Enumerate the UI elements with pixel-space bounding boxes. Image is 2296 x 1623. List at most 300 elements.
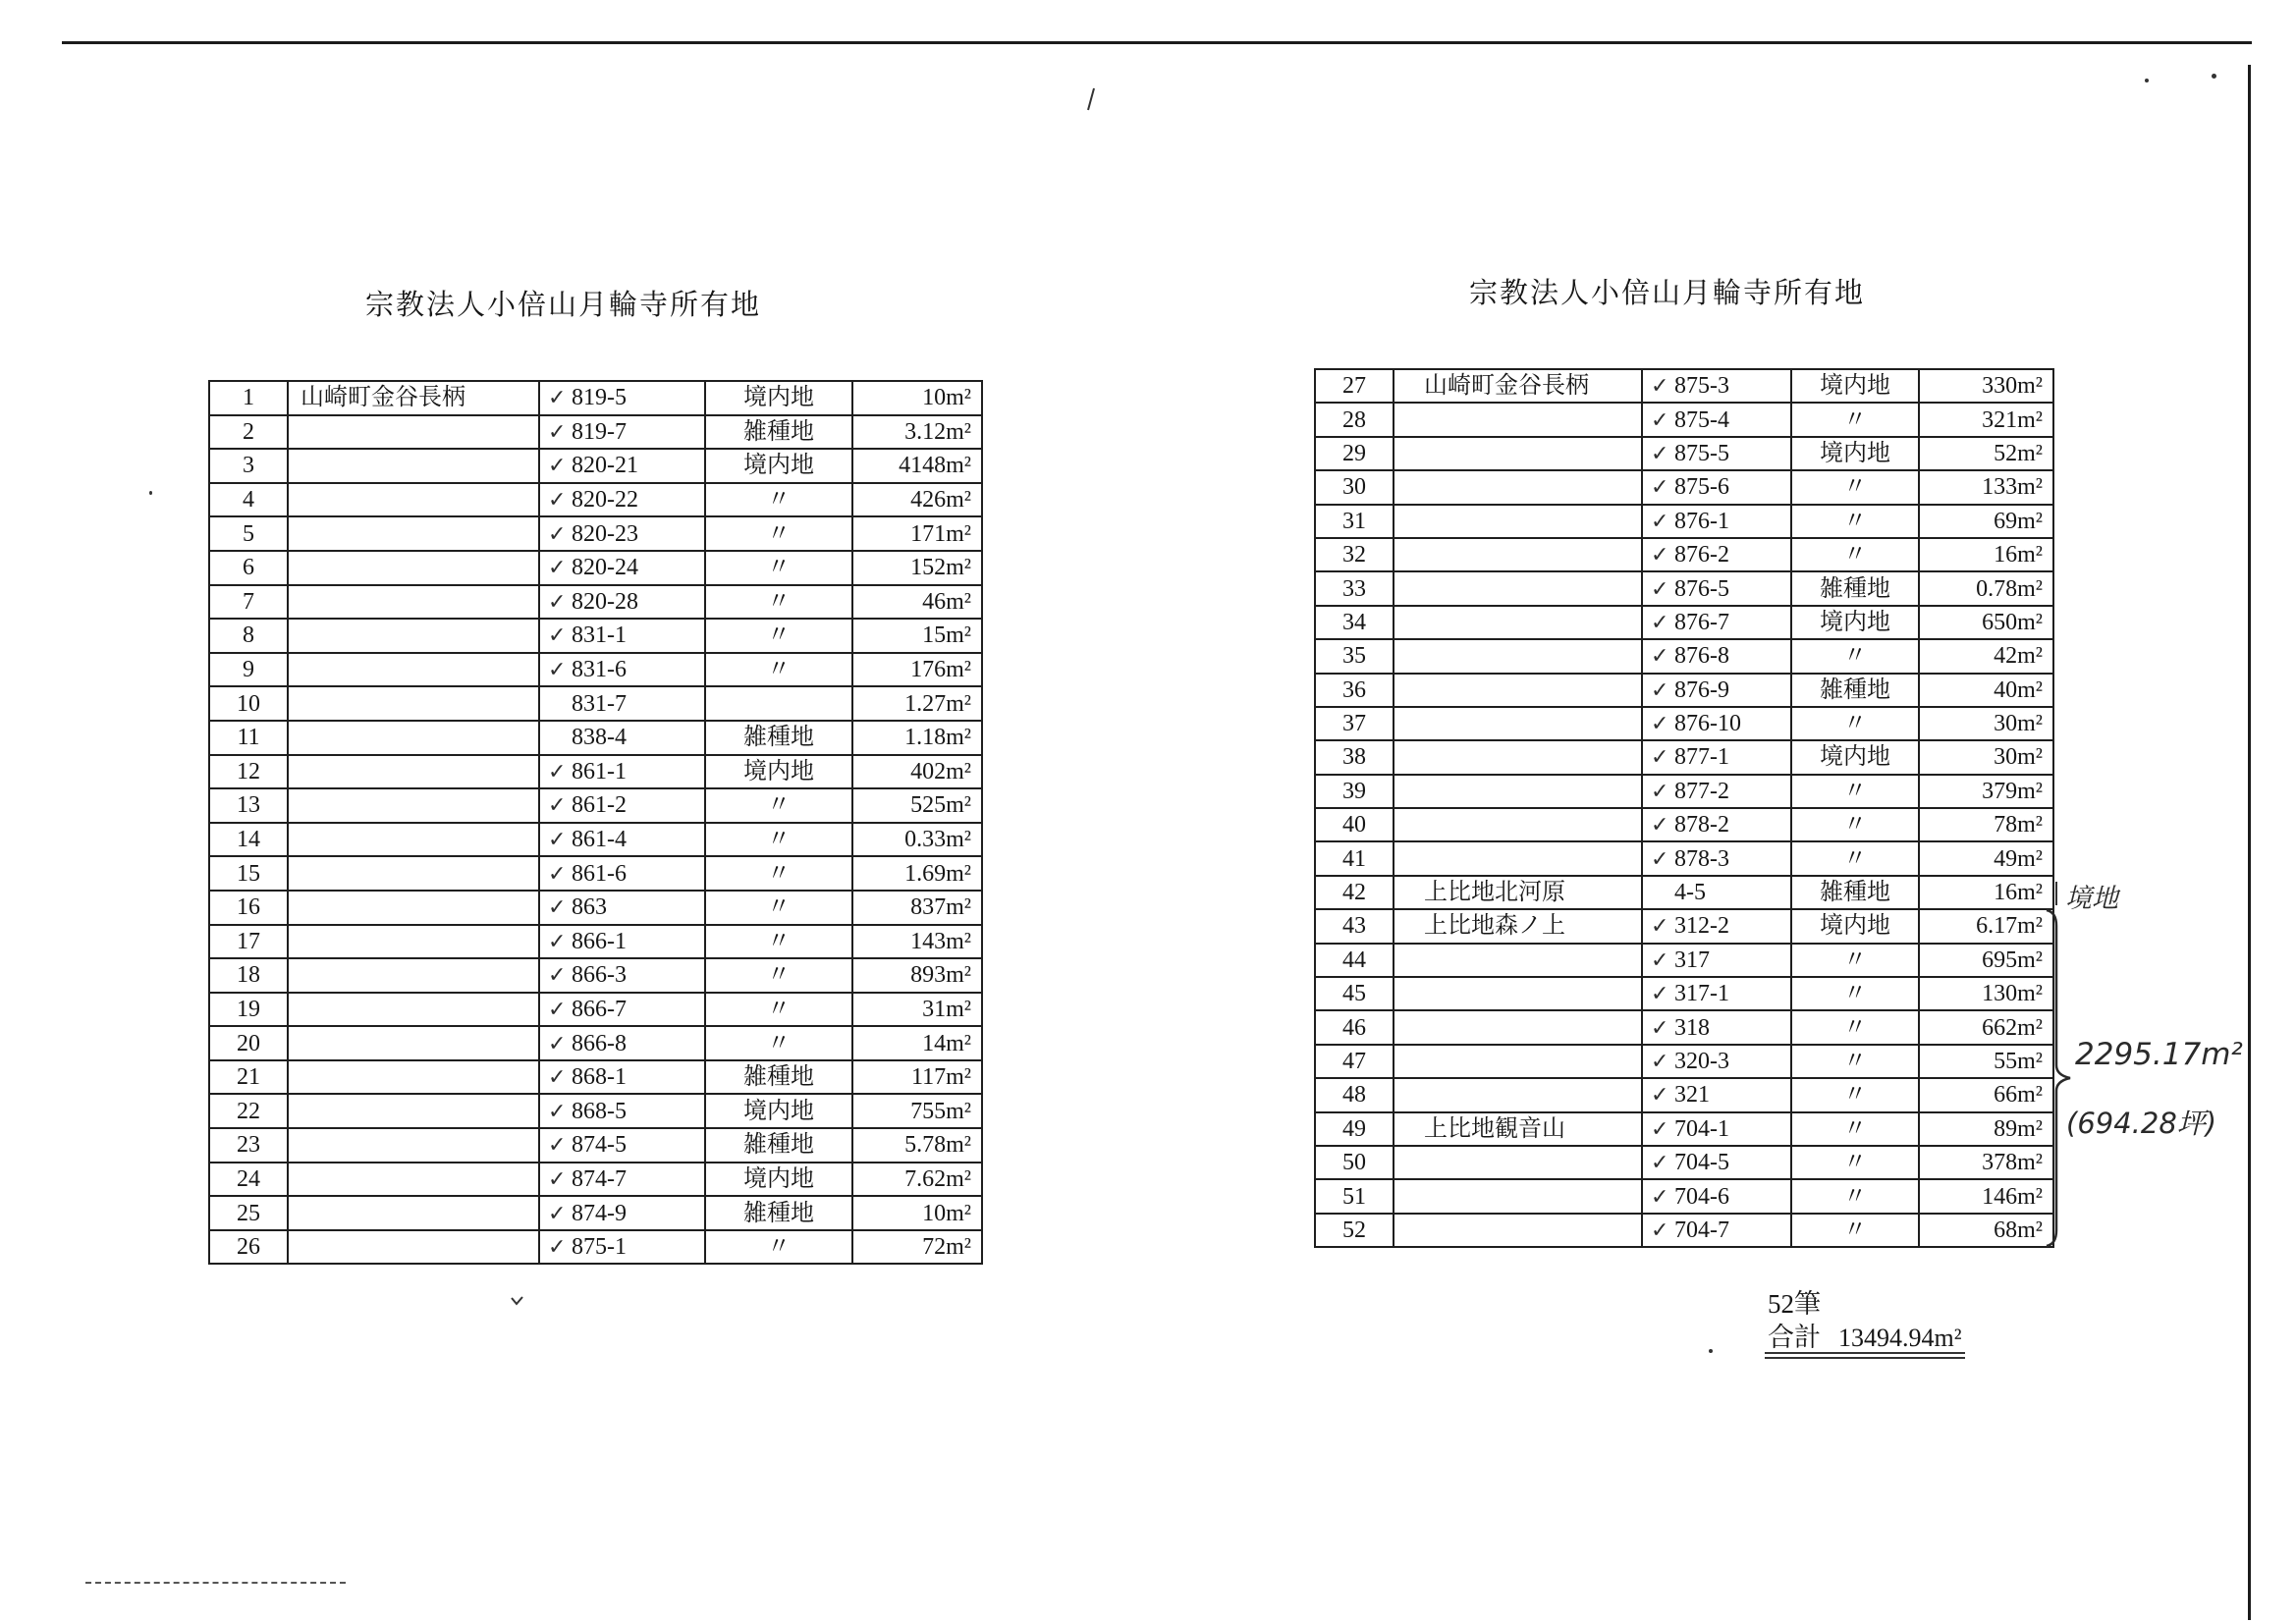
- land-category-cell: 〃: [1791, 977, 1919, 1010]
- area-cell: 0.78m²: [1919, 571, 2053, 605]
- row-number-cell: 40: [1315, 808, 1394, 841]
- check-mark-icon: ✓: [548, 1065, 567, 1091]
- lot-number: 819-5: [572, 385, 627, 411]
- lot-number: 876-1: [1674, 508, 1729, 534]
- land-category-cell: 〃: [705, 1230, 852, 1265]
- check-mark-icon: ✓: [548, 861, 567, 887]
- location-cell: [1394, 437, 1642, 470]
- lot-number-cell: [539, 686, 705, 721]
- handwritten-subtotal-tsubo: (694.28坪): [2066, 1107, 2217, 1140]
- row-number-cell: 16: [209, 891, 288, 925]
- area-cell: 72m²: [852, 1230, 982, 1265]
- row-number-cell: 21: [209, 1060, 288, 1095]
- table-row: [1315, 1078, 2053, 1111]
- table-row: [209, 449, 982, 483]
- check-mark-icon: ✓: [548, 1031, 567, 1056]
- area-cell: 15m²: [852, 619, 982, 653]
- total-double-underline: [1765, 1357, 1965, 1359]
- row-number-cell: 25: [209, 1196, 288, 1230]
- land-category-cell: 〃: [1791, 944, 1919, 977]
- location-cell: [288, 1026, 539, 1060]
- lot-number-cell: [1642, 437, 1791, 470]
- lot-number: 866-8: [572, 1030, 627, 1056]
- land-category-cell: 〃: [1791, 1078, 1919, 1111]
- land-category-cell: 境内地: [705, 1094, 852, 1128]
- lot-number: 875-3: [1674, 373, 1729, 400]
- location-cell: [1394, 1214, 1642, 1247]
- table-row: [1315, 674, 2053, 707]
- area-cell: 49m²: [1919, 841, 2053, 875]
- location-cell: [1394, 775, 1642, 808]
- scan-bottom-dashes: [85, 1582, 346, 1584]
- lot-number: 704-5: [1674, 1150, 1729, 1176]
- location-cell: [288, 1060, 539, 1095]
- land-category-cell: 〃: [1791, 841, 1919, 875]
- location-cell: [1394, 571, 1642, 605]
- lot-number: 861-1: [572, 758, 627, 784]
- lot-number: 876-8: [1674, 643, 1729, 670]
- land-ledger-table-left: [208, 380, 983, 1265]
- table-row: [1315, 369, 2053, 403]
- location-cell: [288, 1230, 539, 1265]
- check-mark-icon: ✓: [1651, 509, 1669, 534]
- location-cell: [1394, 1146, 1642, 1179]
- area-cell: 68m²: [1919, 1214, 2053, 1247]
- row-number-cell: 45: [1315, 977, 1394, 1010]
- lot-number: 861-6: [572, 860, 627, 887]
- check-mark-icon: ✓: [548, 556, 567, 581]
- row-number-cell: 52: [1315, 1214, 1394, 1247]
- area-cell: 402m²: [852, 755, 982, 789]
- lot-number: 866-1: [572, 928, 627, 954]
- location-cell: [288, 619, 539, 653]
- location-cell: [288, 891, 539, 925]
- row-number-cell: 34: [1315, 606, 1394, 639]
- table-row: [209, 516, 982, 551]
- lot-number-cell: [1642, 1112, 1791, 1146]
- area-cell: 89m²: [1919, 1112, 2053, 1146]
- row-number-cell: 47: [1315, 1045, 1394, 1078]
- location-cell: [288, 449, 539, 483]
- row-number-cell: 27: [1315, 369, 1394, 403]
- location-cell: [288, 415, 539, 450]
- table-row: [209, 585, 982, 620]
- handwritten-row42-note: 境地: [2065, 884, 2118, 914]
- lot-number-cell: [1642, 977, 1791, 1010]
- check-mark-icon: ✓: [548, 963, 567, 989]
- table-row: [1315, 571, 2053, 605]
- lot-number: 831-6: [572, 657, 627, 683]
- table-row: [1315, 1146, 2053, 1179]
- row-number-cell: 51: [1315, 1179, 1394, 1213]
- row-number-cell: 12: [209, 755, 288, 789]
- location-cell: [288, 823, 539, 857]
- area-cell: 78m²: [1919, 808, 2053, 841]
- location-cell: [1394, 841, 1642, 875]
- lot-number-cell: [539, 993, 705, 1027]
- row-number-cell: 46: [1315, 1010, 1394, 1044]
- area-cell: 69m²: [1919, 505, 2053, 538]
- land-category-cell: 〃: [705, 483, 852, 517]
- lot-number-cell: [1642, 470, 1791, 504]
- table-row: [1315, 707, 2053, 740]
- location-cell: [288, 1163, 539, 1197]
- lot-number-cell: [539, 415, 705, 450]
- left-page-title: 宗教法人小倍山月輪寺所有地: [365, 290, 762, 321]
- row-number-cell: 17: [209, 925, 288, 959]
- location-cell: [1394, 1045, 1642, 1078]
- area-cell: 143m²: [852, 925, 982, 959]
- location-cell: [1394, 470, 1642, 504]
- lot-number-cell: [1642, 505, 1791, 538]
- area-cell: 42m²: [1919, 639, 2053, 673]
- location-cell: [1394, 740, 1642, 774]
- area-cell: 1.69m²: [852, 856, 982, 891]
- area-cell: 10m²: [852, 1196, 982, 1230]
- location-cell: [1394, 538, 1642, 571]
- row-number-cell: 23: [209, 1128, 288, 1163]
- check-mark-icon: ✓: [1651, 779, 1669, 804]
- area-cell: 171m²: [852, 516, 982, 551]
- location-cell: [1394, 606, 1642, 639]
- location-cell: [288, 925, 539, 959]
- check-mark-icon: ✓: [1651, 745, 1669, 771]
- row-number-cell: 43: [1315, 909, 1394, 943]
- location-cell: [288, 958, 539, 993]
- lot-number-cell: [539, 1230, 705, 1265]
- land-category-cell: 雑種地: [1791, 571, 1919, 605]
- lot-number: 876-10: [1674, 711, 1741, 737]
- lot-number: 868-1: [572, 1064, 627, 1091]
- location-cell: [288, 993, 539, 1027]
- area-cell: 30m²: [1919, 707, 2053, 740]
- location-cell: [288, 653, 539, 687]
- check-mark-icon: ✓: [548, 759, 567, 784]
- row-number-cell: 36: [1315, 674, 1394, 707]
- area-cell: 1.18m²: [852, 721, 982, 755]
- table-row: [209, 1128, 982, 1163]
- lot-number: 874-7: [572, 1165, 627, 1192]
- table-row: [209, 415, 982, 450]
- check-mark-icon: ✓: [548, 1099, 567, 1124]
- lot-number-cell: [539, 1196, 705, 1230]
- table-row: [209, 823, 982, 857]
- lot-number: 874-9: [572, 1200, 627, 1226]
- lot-number-cell: [539, 1060, 705, 1095]
- table-row: [1315, 841, 2053, 875]
- row-number-cell: 11: [209, 721, 288, 755]
- land-category-cell: 〃: [1791, 1214, 1919, 1247]
- land-category-cell: 雑種地: [705, 1128, 852, 1163]
- location-cell: [1394, 808, 1642, 841]
- check-mark-icon: ✓: [1651, 475, 1669, 501]
- row-number-cell: 1: [209, 381, 288, 415]
- right-page-title: 宗教法人小倍山月輪寺所有地: [1469, 278, 1866, 309]
- check-mark-icon: ✓: [1651, 982, 1669, 1007]
- table-row: [1315, 740, 2053, 774]
- area-cell: 30m²: [1919, 740, 2053, 774]
- lot-number: 819-7: [572, 418, 627, 445]
- area-cell: 4148m²: [852, 449, 982, 483]
- table-row: [209, 891, 982, 925]
- land-category-cell: 〃: [705, 551, 852, 585]
- table-row: [209, 686, 982, 721]
- lot-number: 704-1: [1674, 1115, 1729, 1142]
- lot-number: 861-4: [572, 827, 627, 853]
- land-category-cell: 〃: [705, 993, 852, 1027]
- land-category-cell: 〃: [1791, 1112, 1919, 1146]
- lot-number: 876-5: [1674, 575, 1729, 602]
- check-mark-icon: ✓: [548, 488, 567, 514]
- table-row: [209, 788, 982, 823]
- check-mark-icon: ✓: [548, 589, 567, 615]
- area-cell: 837m²: [852, 891, 982, 925]
- check-mark-icon: ✓: [548, 419, 567, 445]
- area-cell: 146m²: [1919, 1179, 2053, 1213]
- lot-number-cell: [1642, 369, 1791, 403]
- lot-number: 704-6: [1674, 1183, 1729, 1210]
- table-row: [1315, 808, 2053, 841]
- lot-number-cell: [1642, 1045, 1791, 1078]
- table-row: [1315, 977, 2053, 1010]
- area-cell: 176m²: [852, 653, 982, 687]
- lot-number: 875-1: [572, 1234, 627, 1261]
- row-number-cell: 35: [1315, 639, 1394, 673]
- check-mark-icon: ✓: [1651, 407, 1669, 433]
- location-cell: [1394, 1010, 1642, 1044]
- check-mark-icon: ✓: [548, 997, 567, 1022]
- total-double-underline: [1765, 1352, 1965, 1354]
- row-number-cell: 8: [209, 619, 288, 653]
- table-row: [1315, 1179, 2053, 1213]
- row-number-cell: 3: [209, 449, 288, 483]
- land-category-cell: 境内地: [1791, 909, 1919, 943]
- table-row: [209, 958, 982, 993]
- row-number-cell: 38: [1315, 740, 1394, 774]
- lot-number-cell: [1642, 808, 1791, 841]
- lot-number-cell: [1642, 1010, 1791, 1044]
- check-mark-icon: ✓: [1651, 947, 1669, 973]
- lot-number-cell: [539, 925, 705, 959]
- area-cell: 0.33m²: [852, 823, 982, 857]
- land-category-cell: 〃: [1791, 1045, 1919, 1078]
- table-row: [1315, 1112, 2053, 1146]
- land-category-cell: 雑種地: [705, 721, 852, 755]
- table-row: [1315, 437, 2053, 470]
- land-category-cell: 雑種地: [705, 1196, 852, 1230]
- land-category-cell: 雑種地: [1791, 876, 1919, 909]
- location-cell: 上比地観音山: [1394, 1112, 1642, 1146]
- land-category-cell: 〃: [1791, 1010, 1919, 1044]
- row-number-cell: 4: [209, 483, 288, 517]
- row-number-cell: 50: [1315, 1146, 1394, 1179]
- lot-number-cell: [1642, 909, 1791, 943]
- lot-number-cell: [1642, 1146, 1791, 1179]
- check-mark-icon: ✓: [1651, 1015, 1669, 1041]
- lot-number-cell: [1642, 403, 1791, 436]
- location-cell: [288, 856, 539, 891]
- check-mark-icon: ✓: [548, 1235, 567, 1261]
- lot-number: 878-3: [1674, 845, 1729, 872]
- area-cell: 5.78m²: [852, 1128, 982, 1163]
- lot-number-cell: [539, 381, 705, 415]
- lot-number: 820-23: [572, 520, 638, 547]
- area-cell: 662m²: [1919, 1010, 2053, 1044]
- scan-right-rule: [2248, 65, 2251, 1620]
- location-cell: [288, 483, 539, 517]
- land-category-cell: 境内地: [1791, 740, 1919, 774]
- land-category-cell: 境内地: [705, 449, 852, 483]
- scan-speck: [1709, 1349, 1713, 1353]
- table-row: [1315, 876, 2053, 909]
- check-mark-icon: ✓: [1651, 610, 1669, 635]
- row-number-cell: 19: [209, 993, 288, 1027]
- table-row: [209, 856, 982, 891]
- table-row: [1315, 538, 2053, 571]
- location-cell: [288, 755, 539, 789]
- check-mark-icon: ✓: [1651, 543, 1669, 568]
- area-cell: 117m²: [852, 1060, 982, 1095]
- land-category-cell: [705, 686, 852, 721]
- lot-number: 321: [1674, 1082, 1710, 1109]
- lot-number-cell: [539, 823, 705, 857]
- row-number-cell: 42: [1315, 876, 1394, 909]
- check-mark-icon: ✓: [548, 793, 567, 819]
- area-cell: 695m²: [1919, 944, 2053, 977]
- land-category-cell: 〃: [1791, 470, 1919, 504]
- area-cell: 379m²: [1919, 775, 2053, 808]
- row-number-cell: 30: [1315, 470, 1394, 504]
- check-mark-icon: ✓: [1651, 1050, 1669, 1074]
- lot-number-cell: [539, 1094, 705, 1128]
- land-category-cell: 〃: [1791, 775, 1919, 808]
- check-mark-icon: ✓: [1651, 1151, 1669, 1176]
- land-category-cell: 〃: [705, 788, 852, 823]
- area-cell: 52m²: [1919, 437, 2053, 470]
- table-row: [1315, 909, 2053, 943]
- area-cell: 7.62m²: [852, 1163, 982, 1197]
- location-cell: [1394, 977, 1642, 1010]
- row-number-cell: 9: [209, 653, 288, 687]
- area-cell: 46m²: [852, 585, 982, 620]
- location-cell: [288, 585, 539, 620]
- scan-top-rule: [62, 41, 2252, 44]
- row-number-cell: 2: [209, 415, 288, 450]
- area-cell: 66m²: [1919, 1078, 2053, 1111]
- lot-number: 820-28: [572, 588, 638, 615]
- lot-number-cell: [1642, 674, 1791, 707]
- row-number-cell: 5: [209, 516, 288, 551]
- row-number-cell: 29: [1315, 437, 1394, 470]
- lot-number-cell: [539, 619, 705, 653]
- location-cell: [1394, 639, 1642, 673]
- land-category-cell: 〃: [705, 958, 852, 993]
- check-mark-icon: ✓: [548, 1166, 567, 1192]
- lot-number: 875-6: [1674, 474, 1729, 501]
- scan-speck: [2145, 79, 2149, 82]
- location-cell: [1394, 505, 1642, 538]
- location-cell: [288, 686, 539, 721]
- table-row: [1315, 505, 2053, 538]
- table-row: [209, 1163, 982, 1197]
- parcel-count: 52筆: [1768, 1289, 1821, 1319]
- lot-number-cell: [539, 755, 705, 789]
- location-cell: [1394, 674, 1642, 707]
- land-category-cell: 〃: [705, 925, 852, 959]
- lot-number-cell: [539, 449, 705, 483]
- lot-number-cell: [539, 483, 705, 517]
- check-mark-icon: ✓: [548, 929, 567, 954]
- lot-number-cell: [1642, 775, 1791, 808]
- row-number-cell: 31: [1315, 505, 1394, 538]
- row-number-cell: 18: [209, 958, 288, 993]
- location-cell: 山崎町金谷長柄: [288, 381, 539, 415]
- handwritten-bar: [2055, 882, 2057, 905]
- lot-number-cell: [1642, 606, 1791, 639]
- land-category-cell: 境内地: [705, 381, 852, 415]
- land-category-cell: 〃: [705, 1026, 852, 1060]
- location-cell: 山崎町金谷長柄: [1394, 369, 1642, 403]
- lot-number: 876-9: [1674, 676, 1729, 703]
- table-row: [209, 653, 982, 687]
- table-row: [209, 483, 982, 517]
- lot-number: 831-7: [572, 690, 627, 717]
- area-cell: 14m²: [852, 1026, 982, 1060]
- table-row: [209, 619, 982, 653]
- land-ledger-table-right: [1314, 368, 2054, 1248]
- row-number-cell: 24: [209, 1163, 288, 1197]
- area-cell: 152m²: [852, 551, 982, 585]
- grand-total-value: 13494.94m²: [1838, 1324, 1962, 1352]
- table-row: [1315, 944, 2053, 977]
- table-row: [209, 381, 982, 415]
- land-category-cell: 〃: [1791, 505, 1919, 538]
- lot-number: 317: [1674, 947, 1710, 973]
- lot-number-cell: [539, 788, 705, 823]
- location-cell: 上比地森ノ上: [1394, 909, 1642, 943]
- row-number-cell: 14: [209, 823, 288, 857]
- check-mark-icon: ✓: [1651, 1083, 1669, 1109]
- check-mark-icon: ✓: [548, 386, 567, 411]
- lot-number: 820-22: [572, 487, 638, 514]
- lot-number: 868-5: [572, 1098, 627, 1124]
- lot-number: 875-5: [1674, 440, 1729, 466]
- lot-number-cell: [539, 891, 705, 925]
- row-number-cell: 37: [1315, 707, 1394, 740]
- land-category-cell: 〃: [1791, 1146, 1919, 1179]
- row-number-cell: 6: [209, 551, 288, 585]
- lot-number-cell: [539, 1163, 705, 1197]
- row-number-cell: 26: [209, 1230, 288, 1265]
- check-mark-icon: ✓: [1651, 1184, 1669, 1210]
- check-mark-icon: ✓: [548, 1133, 567, 1159]
- handwritten-subtotal: 2295.17m²: [2075, 1037, 2243, 1072]
- area-cell: 31m²: [852, 993, 982, 1027]
- lot-number: 876-2: [1674, 542, 1729, 568]
- lot-number: 877-1: [1674, 744, 1729, 771]
- row-number-cell: 48: [1315, 1078, 1394, 1111]
- location-cell: [288, 516, 539, 551]
- land-category-cell: 雑種地: [1791, 674, 1919, 707]
- scan-speck: [511, 1296, 524, 1306]
- lot-number: 866-7: [572, 996, 627, 1022]
- grand-total: [1768, 1316, 1962, 1354]
- land-category-cell: 雑種地: [705, 1060, 852, 1095]
- check-mark-icon: ✓: [1651, 441, 1669, 466]
- land-category-cell: 〃: [1791, 403, 1919, 436]
- lot-number-cell: [1642, 1078, 1791, 1111]
- lot-number-cell: [1642, 1179, 1791, 1213]
